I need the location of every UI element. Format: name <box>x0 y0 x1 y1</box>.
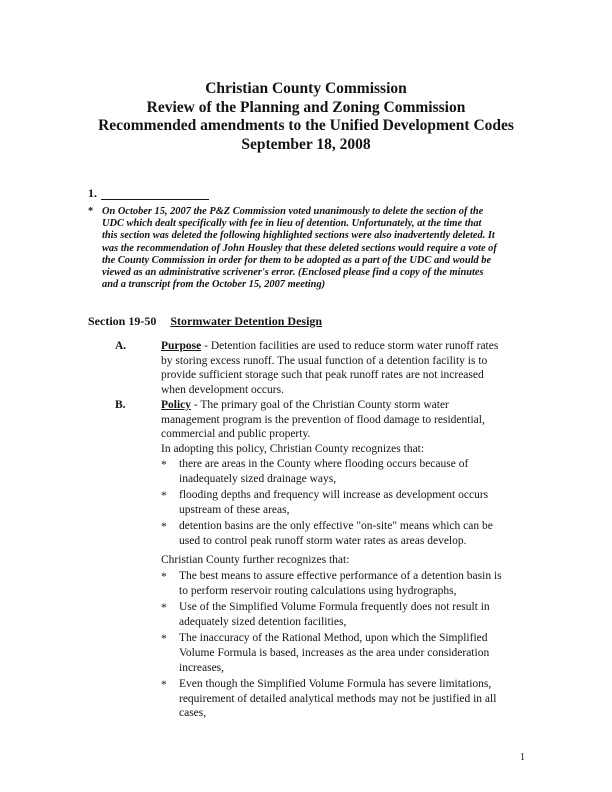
list-item-line: Volume Formula is based, increases as the area under consideration <box>179 646 490 659</box>
note-text <box>88 206 528 291</box>
paragraph-line: commercial and public property. <box>161 428 311 441</box>
list-item <box>161 569 541 598</box>
list-item-line: used to control peak runoff storm water rates as areas develop. <box>179 534 467 547</box>
paragraph-line: - The primary goal of the Christian County storm water <box>191 399 449 411</box>
list-item-line: inadequately sized drainage ways, <box>179 472 337 485</box>
title-line-4: September 18, 2008 <box>241 135 371 153</box>
list-item-line: Even though the Simplified Volume Formula has severe limitations, <box>179 678 492 691</box>
policy-heading: Policy <box>161 399 192 411</box>
paragraph-a <box>115 339 541 397</box>
paragraph-line: - Detention facilities are used to reduce storm water runoff rates <box>201 340 499 352</box>
bullet-asterisk: * <box>161 521 167 534</box>
list-item-line: requirement of detailed analytical methods may not be justified in all <box>179 692 497 705</box>
note-line: this section was deleted the following highlighted sections were also inadvertently deleted. It <box>102 230 495 242</box>
list-item <box>161 631 541 675</box>
section-title: Stormwater Detention Design <box>170 314 323 328</box>
list-item-line: to perform reservoir routing calculations using hydrographs, <box>179 584 457 597</box>
list-item-line: detention basins are the only effective "on-site" means which can be <box>179 520 493 533</box>
bullet-asterisk: * <box>161 459 167 471</box>
list-item-line: increases, <box>179 661 225 674</box>
list-item <box>161 488 541 517</box>
note-line: viewed as an administrative scrivener's error. (Enclosed please find a copy of the minutes <box>102 267 484 279</box>
bullet-asterisk: * <box>161 602 167 615</box>
bullet-asterisk: * <box>161 633 167 646</box>
further-recognizes-list <box>161 569 541 723</box>
recognizes-list <box>161 457 541 551</box>
list-item-line: upstream of these areas, <box>179 503 290 516</box>
paragraph-line: when development occurs. <box>161 383 284 396</box>
list-item-line: cases, <box>179 707 207 720</box>
document-title <box>60 80 552 154</box>
list-item <box>161 519 541 548</box>
list-item-line: flooding depths and frequency will increase as development occurs <box>179 489 489 502</box>
purpose-heading: Purpose <box>161 340 202 352</box>
item-number: 1. <box>88 186 97 200</box>
list-item <box>161 600 541 629</box>
note-line: On October 15, 2007 the P&Z Commission voted unanimously to delete the section of the <box>102 206 484 217</box>
paragraph-b <box>115 398 541 456</box>
list-item-line: The best means to assure effective performance of a detention basin is <box>179 570 502 582</box>
paragraph-a-label: A. <box>115 340 127 352</box>
page-number: 1 <box>520 752 525 763</box>
paragraph-line: In adopting this policy, Christian County recognizes that: <box>161 442 425 455</box>
note-asterisk: * <box>88 206 94 217</box>
section-number: Section 19-50 <box>88 314 157 328</box>
bullet-asterisk: * <box>161 490 167 503</box>
bullet-asterisk: * <box>161 571 167 583</box>
section-heading <box>88 314 322 329</box>
list-item-line: there are areas in the County where flooding occurs because of <box>179 458 469 470</box>
list-item-line: adequately sized detention facilities, <box>179 615 347 628</box>
note-line: UDC which dealt specifically with fee in lieu of detention. Unfortunately, at the time that <box>102 218 482 230</box>
bullet-asterisk: * <box>161 679 167 692</box>
list-item <box>161 457 541 486</box>
title-line-3: Recommended amendments to the Unified Development Codes <box>98 117 514 134</box>
title-line-1: Christian County Commission <box>205 80 407 97</box>
note-line: was the recommendation of John Housley that these deleted sections would require a vote of <box>102 242 497 254</box>
paragraph-line: provide sufficient storage such that peak runoff rates are not increased <box>161 369 484 382</box>
note-line: and a transcript from the October 15, 2007 meeting) <box>102 279 326 291</box>
amendment-note <box>88 206 528 291</box>
paragraph-line: by storing excess runoff. The usual function of a detention facility is to <box>161 354 488 367</box>
further-recognizes-intro: Christian County further recognizes that: <box>161 554 350 566</box>
item-blank-line <box>101 199 209 200</box>
paragraph-b-label: B. <box>115 399 126 411</box>
list-item <box>161 677 541 721</box>
list-item-line: The inaccuracy of the Rational Method, upon which the Simplified <box>179 632 488 645</box>
paragraph-line: management program is the prevention of flood damage to residential, <box>161 413 485 426</box>
title-line-2: Review of the Planning and Zoning Commission <box>146 98 466 116</box>
list-item-line: Use of the Simplified Volume Formula frequently does not result in <box>179 601 490 614</box>
note-line: the County Commission in order for them to be adopted as a part of the UDC and would be <box>102 254 492 266</box>
